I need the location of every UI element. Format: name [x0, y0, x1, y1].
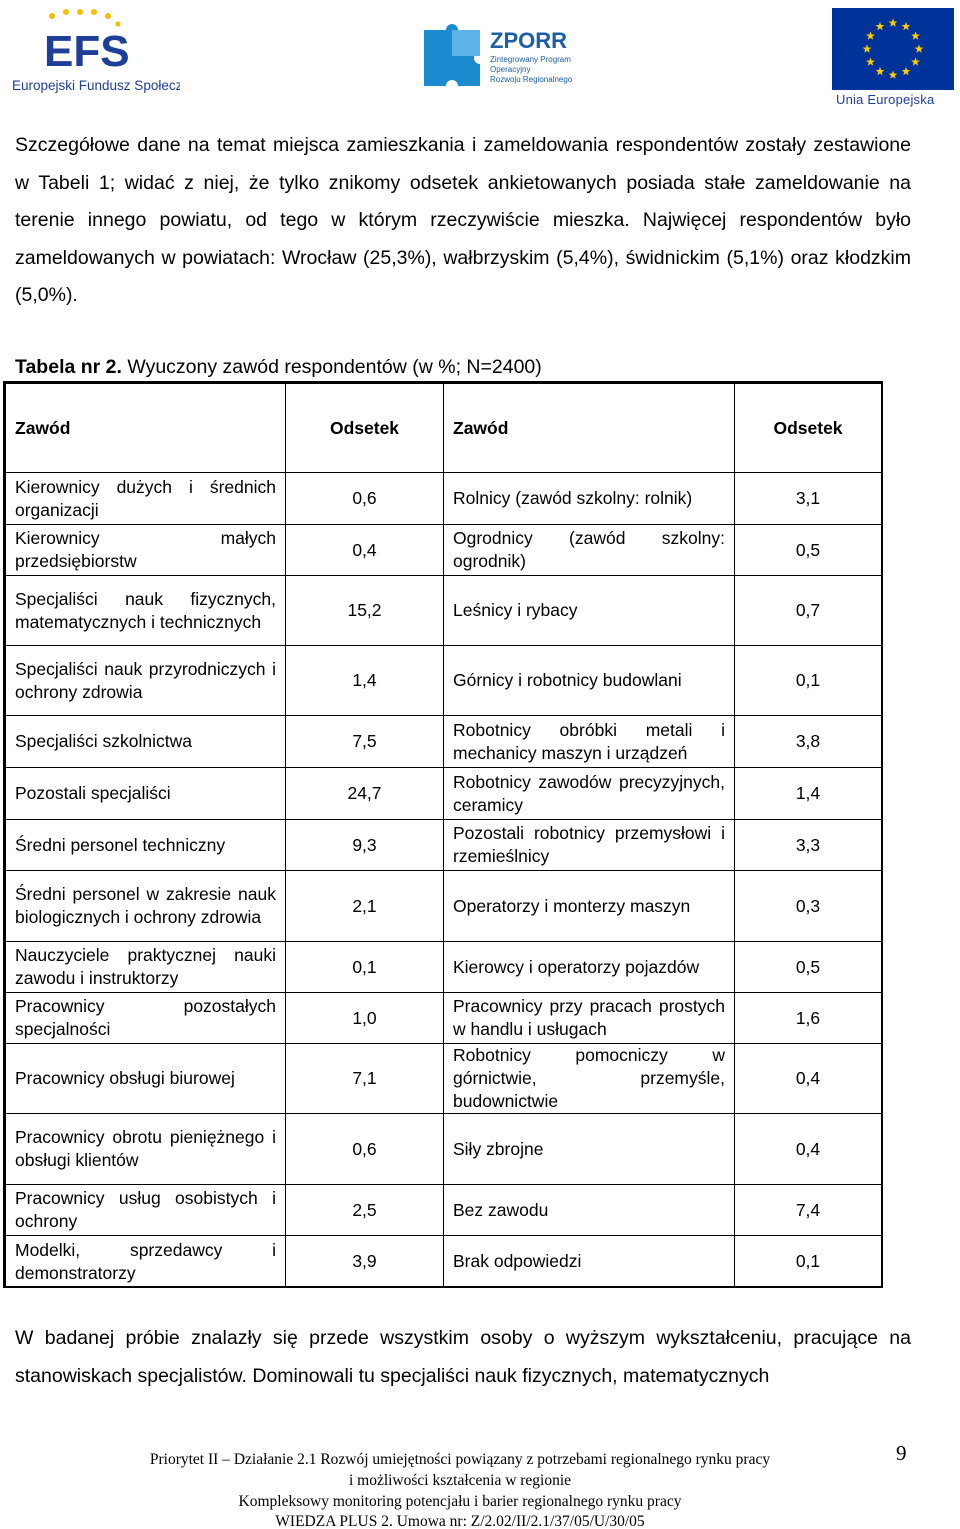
share-left-cell: 1,4: [286, 646, 444, 716]
table-row: [6, 820, 882, 871]
occupation-right-cell: Ogrodnicy (zawód szkolny: ogrodnik): [444, 525, 735, 576]
efs-logo-graphic: [10, 6, 180, 96]
share-right-cell: 7,4: [735, 1185, 882, 1236]
share-right-cell: 0,3: [735, 871, 882, 942]
efs-logo: [10, 6, 180, 96]
table-row: [6, 716, 882, 768]
share-left-cell: 3,9: [286, 1236, 444, 1288]
table-row: [6, 1185, 882, 1236]
share-right-cell: 3,1: [735, 473, 882, 525]
share-right-cell: 3,3: [735, 820, 882, 871]
table-row: [6, 1236, 882, 1288]
occupation-right-cell: Kierowcy i operatorzy pojazdów: [444, 942, 735, 993]
zporr-logo-graphic: [420, 22, 590, 92]
share-left-cell: 7,5: [286, 716, 444, 768]
eu-flag-icon: [832, 8, 954, 90]
occupation-left-cell: Specjaliści nauk fizycznych, matematycznych i technicznych: [6, 576, 286, 646]
table-row: [6, 473, 882, 525]
occupation-left-cell: Modelki, sprzedawcy i demonstratorzy: [6, 1236, 286, 1288]
share-left-cell: 0,4: [286, 525, 444, 576]
share-left-cell: 2,1: [286, 871, 444, 942]
share-right-cell: 0,5: [735, 525, 882, 576]
share-left-cell: 7,1: [286, 1044, 444, 1114]
header-share-left: Odsetek: [286, 384, 444, 473]
footer-line-1: Priorytet II – Działanie 2.1 Rozwój umiejętności powiązany z potrzebami regionalnego rynku pracy: [149, 1451, 771, 1468]
efs-stars-icon: [49, 9, 121, 27]
table-caption-text: Wyuczony zawód respondentów (w %; N=2400): [121, 356, 542, 378]
occupation-left-cell: Nauczyciele praktycznej nauki zawodu i instruktorzy: [6, 942, 286, 993]
zporr-title: ZPORR: [490, 28, 567, 53]
header-occupation-right: Zawód: [444, 384, 735, 473]
share-right-cell: 0,5: [735, 942, 882, 993]
table-caption-label: Tabela nr 2.: [15, 356, 122, 378]
table-row: [6, 871, 882, 942]
occupation-right-cell: Bez zawodu: [444, 1185, 735, 1236]
occupation-right-cell: Rolnicy (zawód szkolny: rolnik): [444, 473, 735, 525]
occupation-table: [3, 381, 883, 1288]
share-right-cell: 3,8: [735, 716, 882, 768]
share-right-cell: 1,4: [735, 768, 882, 820]
occupation-left-cell: Pracownicy usług osobistych i ochrony: [6, 1185, 286, 1236]
table-row: [6, 942, 882, 993]
table-row: [6, 646, 882, 716]
occupation-right-cell: Pracownicy przy pracach prostych w handlu i usługach: [444, 993, 735, 1044]
header-occupation-left: Zawód: [6, 384, 286, 473]
occupation-right-cell: Brak odpowiedzi: [444, 1236, 735, 1288]
page-footer: [60, 1450, 860, 1529]
share-right-cell: 0,1: [735, 1236, 882, 1288]
share-right-cell: 0,4: [735, 1114, 882, 1185]
zporr-line-3: Rozwoju Regionalnego: [490, 75, 573, 84]
occupation-left-cell: Specjaliści nauk przyrodniczych i ochrony zdrowia: [6, 646, 286, 716]
share-right-cell: 0,7: [735, 576, 882, 646]
table-row: [6, 525, 882, 576]
occupation-left-cell: Kierownicy małych przedsiębiorstw: [6, 525, 286, 576]
efs-caption: Europejski Fundusz Społeczny: [12, 78, 180, 93]
share-left-cell: 0,1: [286, 942, 444, 993]
share-left-cell: 15,2: [286, 576, 444, 646]
occupation-left-cell: Kierownicy dużych i średnich organizacji: [6, 473, 286, 525]
zporr-line-1: Zintegrowany Program: [490, 55, 571, 64]
occupation-left-cell: Pracownicy obsługi biurowej: [6, 1044, 286, 1114]
share-left-cell: 1,0: [286, 993, 444, 1044]
table-row: [6, 576, 882, 646]
zporr-line-2: Operacyjny: [490, 65, 531, 74]
occupation-right-cell: Pozostali robotnicy przemysłowi i rzemieślnicy: [444, 820, 735, 871]
page-number: 9: [896, 1441, 907, 1465]
table-header-row: [6, 384, 882, 473]
table-caption: [15, 356, 542, 379]
eu-caption: Unia Europejska: [836, 92, 935, 107]
table-row: [6, 768, 882, 820]
occupation-left-cell: Pracownicy pozostałych specjalności: [6, 993, 286, 1044]
share-right-cell: 0,1: [735, 646, 882, 716]
occupation-left-cell: Średni personel w zakresie nauk biologicznych i ochrony zdrowia: [6, 871, 286, 942]
occupation-grid: [5, 383, 882, 1288]
occupation-right-cell: Robotnicy pomocniczy w górnictwie, przemyśle, budownictwie: [444, 1044, 735, 1114]
share-left-cell: 0,6: [286, 1114, 444, 1185]
occupation-right-cell: Górnicy i robotnicy budowlani: [444, 646, 735, 716]
occupation-right-cell: Operatorzy i monterzy maszyn: [444, 871, 735, 942]
occupation-left-cell: Średni personel techniczny: [6, 820, 286, 871]
table-row: [6, 1114, 882, 1185]
header-share-right: Odsetek: [735, 384, 882, 473]
efs-logo-text: EFS: [44, 27, 130, 76]
share-left-cell: 2,5: [286, 1185, 444, 1236]
table-row: [6, 993, 882, 1044]
footer-line-3: Kompleksowy monitoring potencjału i barier regionalnego rynku pracy: [238, 1492, 682, 1510]
share-right-cell: 1,6: [735, 993, 882, 1044]
intro-paragraph: Szczegółowe dane na temat miejsca zamieszkania i zameldowania respondentów zostały zestawione w Tabeli 1; widać z niej, że tylko znikomy odsetek ankietowanych posiada stałe zameldowanie na terenie innego powiatu, od tego w którym rzeczywiście mieszka. Najwięcej respondentów było zameldowanych w powiatach: Wrocław (25,3%), wałbrzyskim (5,4%), świdnickim (5,1%) oraz kłodzkim (5,0%).: [15, 134, 911, 306]
zporr-logo: [420, 22, 590, 92]
occupation-right-cell: Robotnicy obróbki metali i mechanicy maszyn i urządzeń: [444, 716, 735, 768]
footer-line-4: WIEDZA PLUS 2. Umowa nr: Z/2.02/II/2.1/37/05/U/30/05: [275, 1513, 645, 1529]
occupation-left-cell: Specjaliści szkolnictwa: [6, 716, 286, 768]
share-left-cell: 9,3: [286, 820, 444, 871]
summary-paragraph: W badanej próbie znalazły się przede wszystkim osoby o wyższym wykształceniu, pracujące na stanowiskach specjalistów. Dominowali tu specjaliści nauk fizycznych, matematycznych: [15, 1327, 911, 1387]
table-row: [6, 1044, 882, 1114]
occupation-left-cell: Pracownicy obrotu pieniężnego i obsługi klientów: [6, 1114, 286, 1185]
footer-line-2: i możliwości kształcenia w regionie: [348, 1471, 572, 1489]
share-right-cell: 0,4: [735, 1044, 882, 1114]
share-left-cell: 0,6: [286, 473, 444, 525]
occupation-left-cell: Pozostali specjaliści: [6, 768, 286, 820]
occupation-right-cell: Siły zbrojne: [444, 1114, 735, 1185]
occupation-right-cell: Leśnicy i rybacy: [444, 576, 735, 646]
share-left-cell: 24,7: [286, 768, 444, 820]
occupation-right-cell: Robotnicy zawodów precyzyjnych, ceramicy: [444, 768, 735, 820]
puzzle-icon: [424, 24, 480, 86]
eu-logo: [832, 8, 954, 106]
